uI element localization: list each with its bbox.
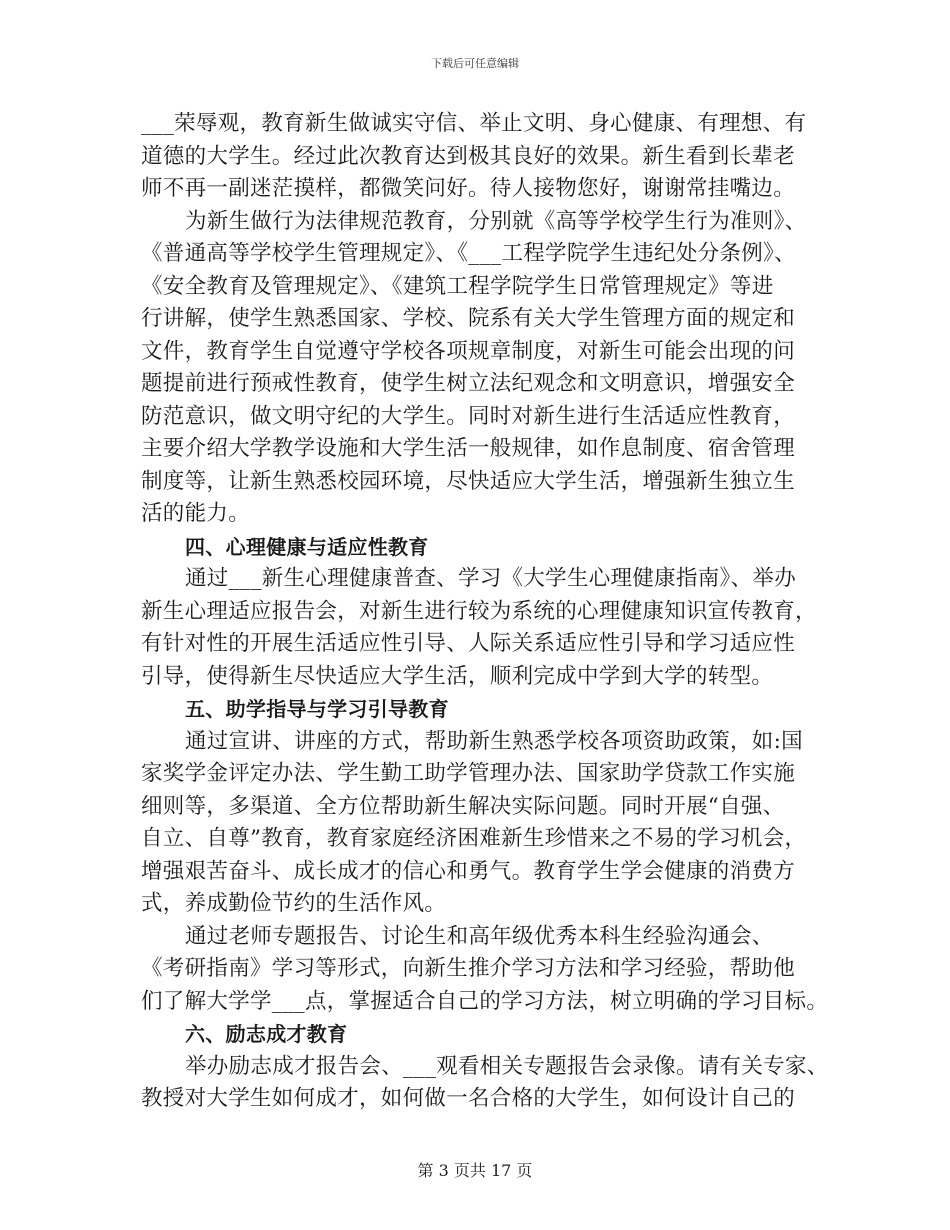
text-line: 为新生做行为法律规范教育，分别就《高等学校学生行为准则》、	[185, 208, 807, 234]
text-line: 师不再一副迷茫摸样，都微笑问好。待人接物您好，谢谢常挂嘴边。	[141, 176, 796, 201]
text-line: 自立、自尊”教育，教育家庭经济困难新生珍惜来之不易的学习机会，	[141, 826, 807, 851]
text-line: 《考研指南》学习等形式，向新生推介学习方法和学习经验，帮助他	[141, 956, 796, 981]
text-line: 引导，使得新生尽快适应大学生活，顺利完成中学到大学的转型。	[141, 663, 774, 689]
text-line: 们了解大学学___点，掌握适合自己的学习方法，树立明确的学习目标。	[141, 988, 829, 1014]
text-line: 防范意识，做文明守纪的大学生。同时对新生进行生活适应性教育，	[141, 403, 796, 429]
text-line: 通过___新生心理健康普查、学习《大学生心理健康指南》、举办	[185, 566, 797, 591]
text-line: 通过宣讲、讲座的方式，帮助新生熟悉学校各项资助政策，如:国	[185, 728, 803, 754]
text-line: 题提前进行预戒性教育，使学生树立法纪观念和文明意识，增强安全	[141, 371, 796, 396]
text-line: 文件，教育学生自觉遵守学校各项规章制度，对新生可能会出现的问	[141, 338, 796, 364]
text-line: 制度等，让新生熟悉校园环境，尽快适应大学生活，增强新生独立生	[141, 468, 796, 494]
text-line: 举办励志成才报告会、___观看相关专题报告会录像。请有关专家、	[185, 1053, 829, 1079]
text-line: 主要介绍大学教学设施和大学生活一般规律，如作息制度、宿舍管理	[141, 436, 796, 461]
text-line: 有针对性的开展生活适应性引导、人际关系适应性引导和学习适应性	[141, 631, 796, 656]
page-header: 下载后可任意编辑	[431, 57, 519, 70]
document-body	[141, 108, 829, 1116]
text-line: 《安全教育及管理规定》、《建筑工程学院学生日常管理规定》等进	[141, 273, 774, 299]
text-line: 活的能力。	[141, 501, 251, 526]
section-heading: 五、助学指导与学习引导教育	[185, 697, 449, 721]
section-heading: 六、励志成才教育	[185, 1022, 348, 1046]
text-line: 细则等，多渠道、全方位帮助新生解决实际问题。同时开展“自强、	[141, 793, 785, 819]
text-line: 行讲解，使学生熟悉国家、学校、院系有关大学生管理方面的规定和	[141, 306, 796, 331]
text-line: 增强艰苦奋斗、成长成才的信心和勇气。教育学生学会健康的消费方	[141, 858, 796, 884]
page-footer: 第 3 页共 17 页	[417, 1161, 533, 1180]
text-line: 道德的大学生。经过此次教育达到极其良好的效果。新生看到长辈老	[141, 143, 796, 169]
text-line: 教授对大学生如何成才，如何做一名合格的大学生，如何设计自己的	[141, 1086, 796, 1111]
text-line: 家奖学金评定办法、学生勤工助学管理办法、国家助学贷款工作实施	[141, 761, 796, 786]
text-line: ___荣辱观，教育新生做诚实守信、举止文明、身心健康、有理想、有	[141, 111, 807, 136]
text-line: 通过老师专题报告、讨论生和高年级优秀本科生经验沟通会、	[185, 923, 774, 949]
text-line: 式，养成勤俭节约的生活作风。	[141, 891, 447, 916]
text-line: 《普通高等学校学生管理规定》、《___工程学院学生违纪处分条例》、	[141, 241, 796, 266]
section-heading: 四、心理健康与适应性教育	[185, 534, 429, 559]
text-line: 新生心理适应报告会，对新生进行较为系统的心理健康知识宣传教育，	[141, 598, 817, 624]
